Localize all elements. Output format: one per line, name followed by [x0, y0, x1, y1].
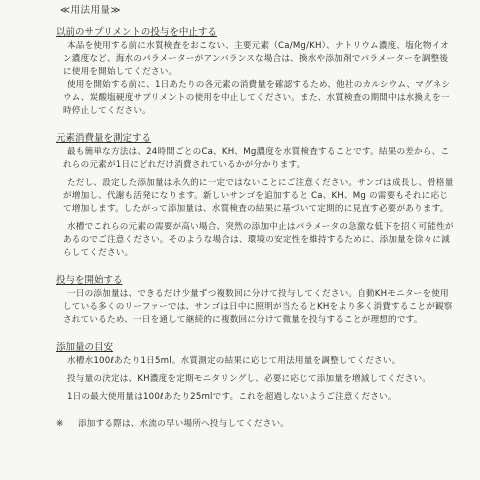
paragraph: ただし、設定した添加量は永久的に一定ではないことにご注意ください。サンゴは成長し、骨格量が増加し、代謝も活発になります。新しいサンゴを追加すると Ca、KH、Mg の需要もそれに応じて増加します。したがって添加量は、水質検査の結果に基づいて定期的に見直す必要があります。	[63, 178, 454, 214]
section-heading: 添加量の目安	[56, 342, 114, 353]
section-measure-consumption	[56, 132, 456, 260]
paragraph: 投与量の決定は、KH濃度を定期モニタリングし、必要に応じて添加量を増減してください。	[67, 374, 432, 384]
section-dosage-guideline	[56, 341, 456, 404]
paragraph: 使用を開始する前に、1日あたりの各元素の消費量を確認するため、他社のカルシウム、マグネシウム、炭酸塩硬度サプリメントの使用を中止してください。また、水質検査の期間中は水換えを一時停止してください。	[63, 80, 451, 116]
paragraph: 最も簡単な方法は、24時間ごとのCa、KH、Mg濃度を水質検査することです。結果の差から、これらの元素が1日にどれだけ消費されているかが分かります。	[63, 147, 450, 170]
footnote	[56, 418, 456, 431]
section-stop-supplements	[56, 26, 456, 118]
section-heading: 投与を開始する	[56, 275, 123, 286]
section-heading: 以前のサプリメントの投与を中止する	[56, 27, 217, 38]
paragraph: 水槽水100ℓあたり1日5ml。水質測定の結果に応じて用法用量を調整してください。	[67, 356, 401, 366]
paragraph: 水槽でこれらの元素の需要が高い場合、突然の添加中止はパラメータの急激な低下を招く可能性があるのでご注意ください。そのような場合は、環境の安定性を維持するために、添加量を徐々に減らしてください。	[63, 222, 454, 258]
section-start-dosing	[56, 274, 456, 327]
paragraph: 本品を使用する前に水質検査をおこない、主要元素（Ca/Mg/KH）、ナトリウム濃度、塩化物イオン濃度など、海水のパラメーターがアンバランスな場合は、換水や添加剤でパラメーターを調整後に使用を開始してください。	[63, 41, 449, 77]
footnote-text: 添加する際は、水流の早い場所へ投与してください。	[78, 419, 290, 429]
section-heading: 元素消費量を測定する	[56, 133, 152, 144]
document-title: ≪用法用量≫	[60, 5, 121, 16]
paragraph: 一日の添加量は、できるだけ少量ずつ複数回に分けて投与してください。自動KHモニターを使用している多くのリーファーでは、サンゴは日中に照明が当たるとKHをより多く消費することが観察されているため、一日を通して継続的に複数回に分けて微量を投与することが理想的です。	[63, 289, 453, 325]
paragraph: 1日の最大使用量は100ℓあたり25mlです。これを超過しないようご注意ください。	[67, 392, 397, 402]
footnote-mark: ※	[56, 419, 64, 429]
